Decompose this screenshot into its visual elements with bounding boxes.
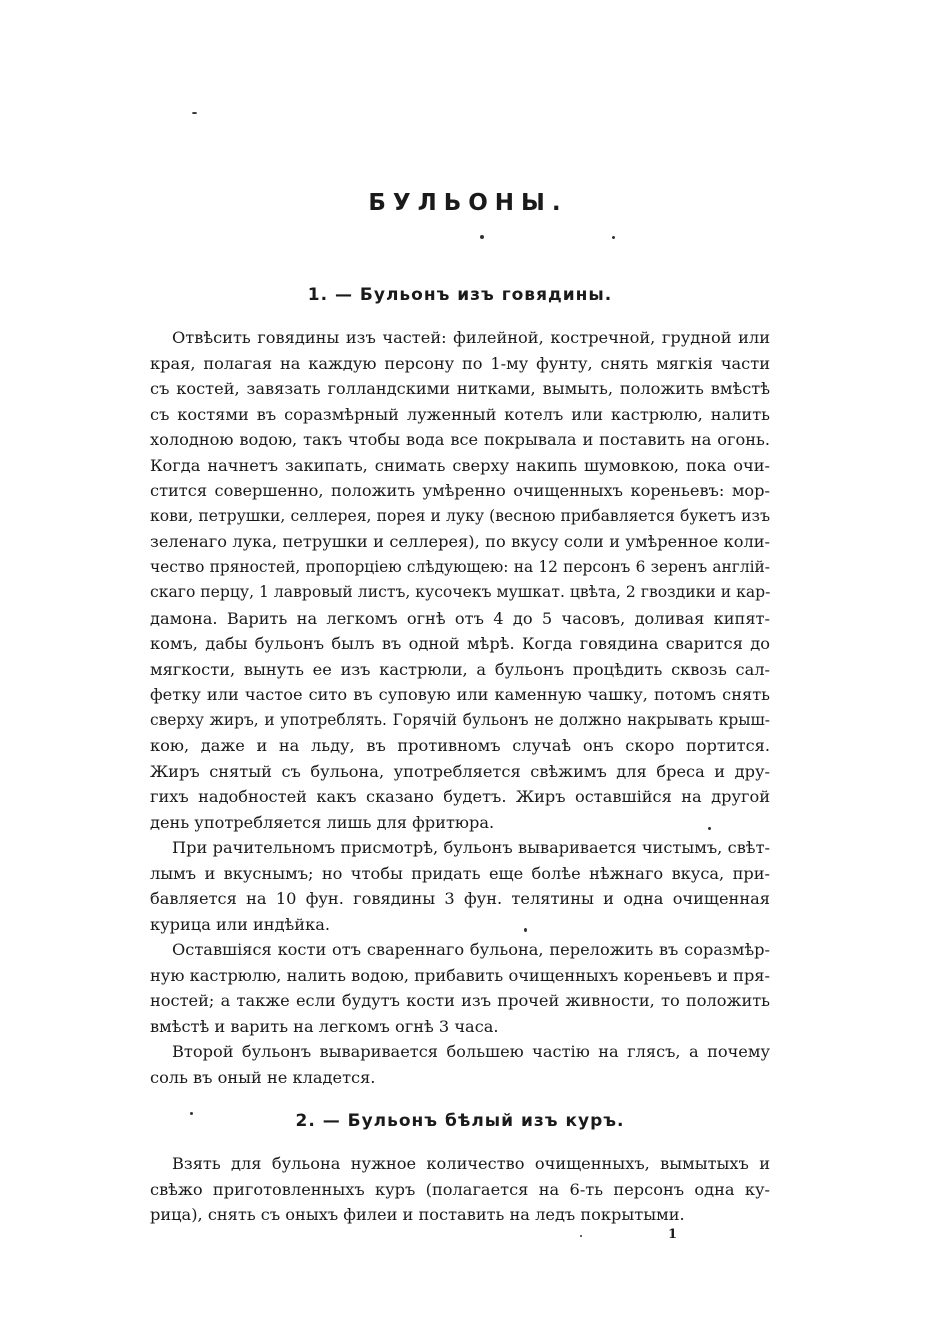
text-line: чество пряностей, пропорціею слѣдующею: на 12 персонъ 6 зеренъ англій- [150, 557, 770, 576]
text-line: кою, даже и на льду, въ противномъ случаѣ онъ скоро портится. [150, 736, 770, 755]
scan-speck [612, 236, 615, 239]
section-body [150, 1151, 770, 1228]
text-line: Оставшіяся кости отъ свареннаго бульона, переложить въ соразмѣр- [172, 940, 770, 959]
text-line: Отвѣсить говядины изъ частей: филейной, костречной, грудной или [172, 328, 770, 347]
text-line: гихъ надобностей какъ сказано будетъ. Жиръ оставшійся на другой [150, 787, 770, 806]
text-line: Взять для бульона нужное количество очищенныхъ, вымытыхъ и [172, 1154, 770, 1173]
page-number: 1 [668, 1227, 678, 1242]
text-line: бавляется на 10 фун. говядины 3 фун. телятины и одна очищенная [150, 889, 770, 908]
section-heading: 2. — Бульонъ бѣлый изъ куръ. [295, 1111, 625, 1131]
scan-speck [580, 1235, 582, 1237]
text-line: Второй бульонъ вываривается большею частію на глясъ, а почему [172, 1042, 770, 1061]
text-line: ную кастрюлю, налить водою, прибавить очищенныхъ кореньевъ и пря- [150, 965, 770, 985]
scan-speck [480, 235, 484, 239]
text-line: соль въ оный не кладется. [150, 1067, 376, 1087]
text-line: курица или индѣйка. [150, 914, 331, 934]
text-line: комъ, дабы бульонъ былъ въ одной мѣрѣ. Когда говядина сварится до [150, 634, 770, 653]
text-line: съ костями въ соразмѣрный луженный котелъ или кастрюлю, налить [150, 404, 770, 424]
text-line: фетку или частое сито въ суповую или каменную чашку, потомъ снять [150, 685, 770, 704]
text-line: кови, петрушки, селлерея, порея и луку (весною прибавляется букетъ изъ [150, 506, 770, 525]
text-line: скаго перцу, 1 лавровый листъ, кусочекъ мушкат. цвѣта, 2 гвоздики и кар- [150, 583, 771, 601]
text-line: зеленаго лука, петрушки и селлерея), по вкусу соли и умѣренное коли- [150, 532, 770, 551]
text-line: края, полагая на каждую персону по 1-му фунту, снять мягкія части [150, 353, 770, 373]
text-line: день употребляется лишь для фритюра. [150, 812, 495, 832]
text-line: мягкости, вынуть ее изъ кастрюли, а бульонъ процѣдить сквозь сал- [150, 659, 770, 679]
text-line: съ костей, завязать голландскими нитками, вымыть, положить вмѣстѣ [150, 379, 770, 398]
section-body [150, 325, 770, 1090]
text-line: сверху жиръ, и употреблять. Горячій бульонъ не должно накрывать крыш- [150, 710, 770, 729]
text-line: ностей; а также если будутъ кости изъ прочей живности, то положить [150, 991, 770, 1010]
text-line: рица), снять съ оныхъ филеи и поставить на ледъ покрытыми. [150, 1205, 685, 1224]
section-heading: 1. — Бульонъ изъ говядины. [307, 285, 613, 305]
text-line: Жиръ снятый съ бульона, употребляется свѣжимъ для бреса и дру- [150, 761, 770, 781]
text-line: свѣжо приготовленныхъ куръ (полагается на 6-ть персонъ одна ку- [150, 1179, 770, 1199]
text-line: холодною водою, такъ чтобы вода все покрывала и поставить на огонь. [150, 430, 770, 449]
text-line: вмѣстѣ и варить на легкомъ огнѣ 3 часа. [150, 1016, 499, 1036]
text-line: лымъ и вкуснымъ; но чтобы придать еще болѣе нѣжнаго вкуса, при- [150, 863, 770, 883]
scan-speck [192, 112, 197, 114]
page-title: БУЛЬОНЫ. [368, 190, 568, 216]
text-line: Когда начнетъ закипать, снимать сверху накипь шумовкою, пока очи- [150, 455, 770, 475]
text-line: дамона. Варить на легкомъ огнѣ отъ 4 до 5 часовъ, доливая кипят- [150, 608, 770, 628]
text-line: стится совершенно, положить умѣренно очищенныхъ кореньевъ: мор- [150, 481, 770, 500]
text-line: При рачительномъ присмотрѣ, бульонъ вываривается чистымъ, свѣт- [172, 838, 770, 857]
